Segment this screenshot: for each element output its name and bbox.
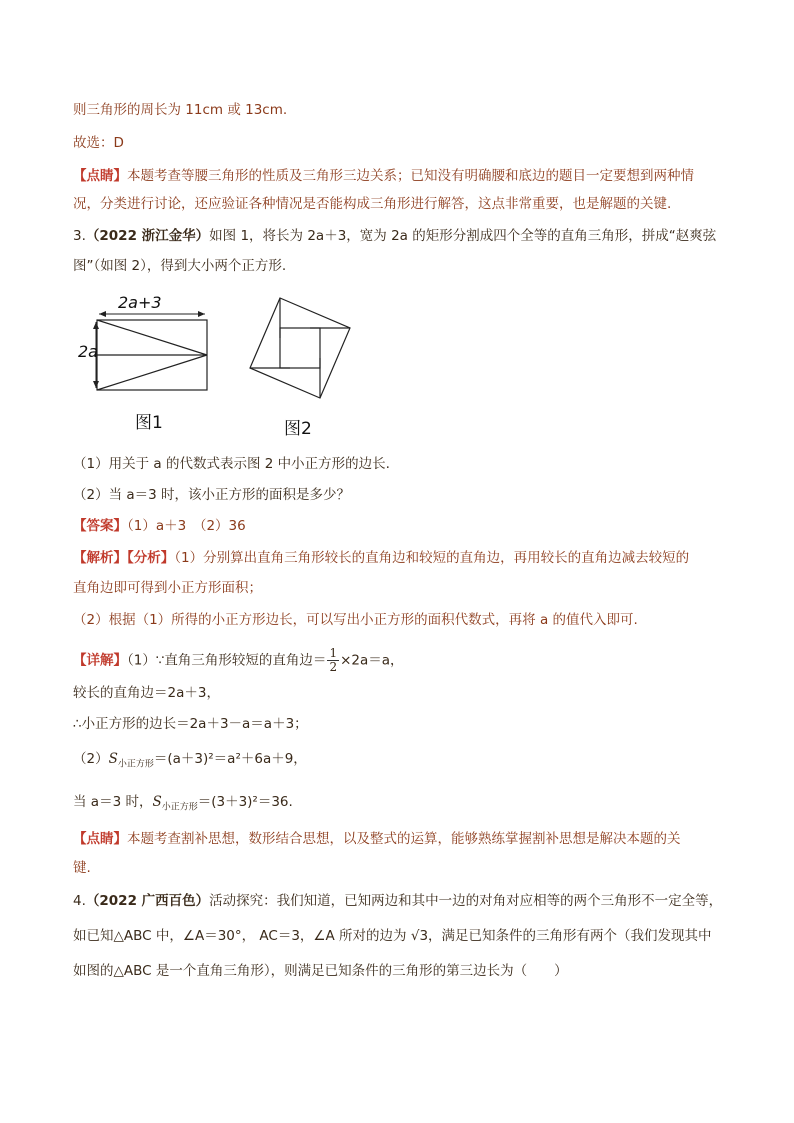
detail-line-4 <box>73 749 734 775</box>
problem-3-line-1 <box>73 226 734 246</box>
problem-3-source: （2022 浙江金华） <box>85 228 210 244</box>
text-line-note-2: 况，分类进行讨论，还应验证各种情况是否能构成三角形进行解答，这点非常重要，也是解题的关键. <box>73 196 672 212</box>
problem-3-number: 3. <box>73 228 86 244</box>
fig1-width-arrowhead-right <box>198 311 205 317</box>
detail-text-1-pre: （1）∵直角三角形较短的直角边＝ <box>127 652 327 669</box>
detail-text-1-post: ×2a＝a， <box>340 652 404 669</box>
question-1: （1）用关于 a 的代数式表示图 2 中小正方形的边长. <box>73 456 390 472</box>
detail-line-2: 较长的直角边＝2a＋3， <box>73 685 220 701</box>
fig1-width-label: 2a+3 <box>118 293 162 312</box>
problem-3-line-2: 图”（如图 2），得到大小两个正方形. <box>73 258 287 274</box>
problem-4-line-3: 如图的△ABC 是一个直角三角形），则满足已知条件的三角形的第三边长为（ ） <box>73 963 568 979</box>
problem-3-figures <box>80 290 380 440</box>
analysis-tag: 【解析】【分析】 <box>73 550 175 566</box>
fig2-outer-square <box>250 298 350 398</box>
problem-4-source: （2022 广西百色） <box>85 893 210 909</box>
answer-text: （1）a＋3 （2）36 <box>127 518 246 534</box>
detail-line-3: ∴小正方形的边长＝2a＋3－a＝a＋3； <box>73 716 308 732</box>
problem-4-number: 4. <box>73 893 86 909</box>
fig1-height-arrowhead-bottom <box>93 381 99 388</box>
fig1-height-label: 2a <box>78 342 98 361</box>
detail-text-4-post: ＝(a＋3)²＝a²＋6a＋9， <box>153 751 307 767</box>
detail-text-4-pre: （2） <box>73 751 109 767</box>
problem-4-line-1 <box>73 891 734 911</box>
fig2-caption: 图2 <box>284 419 312 439</box>
analysis-text-1: （1）分别算出直角三角形较长的直角边和较短的直角边，再用较长的直角边减去较短的 <box>174 550 690 566</box>
answer-tag: 【答案】 <box>73 518 127 534</box>
detail-line-1 <box>73 647 734 674</box>
area-symbol: S <box>108 751 118 767</box>
detail-tag: 【详解】 <box>73 652 127 669</box>
note-text-1: 本题考查等腰三角形的性质及三角形三边关系；已知没有明确腰和底边的题目一定要想到两种情 <box>127 168 694 184</box>
text-line-note-1 <box>73 166 734 186</box>
detail-line-5 <box>73 792 734 818</box>
fig1-diagonal-top <box>97 320 207 355</box>
fraction-numerator: 1 <box>329 646 338 660</box>
fig1-width-arrowhead-left <box>99 311 106 317</box>
area-subscript: 小正方形 <box>117 759 154 770</box>
question-2: （2）当 a＝3 时，该小正方形的面积是多少？ <box>73 487 351 503</box>
area-subscript-2: 小正方形 <box>161 802 198 813</box>
fraction-one-half <box>327 647 339 674</box>
fig1-height-arrowhead-top <box>93 322 99 329</box>
area-symbol-2: S <box>152 794 162 810</box>
text-line-perimeter: 则三角形的周长为 11cm 或 13cm. <box>73 102 288 118</box>
note2-line-1 <box>73 829 734 849</box>
analysis-line-1 <box>73 548 734 568</box>
note-tag: 【点睛】 <box>73 168 127 184</box>
fig2-inner-square <box>280 328 320 368</box>
fig1-diagonal-bottom <box>97 355 207 390</box>
detail-text-5-post: ＝(3＋3)²＝36. <box>197 794 293 810</box>
text-line-answer-choice: 故选：D <box>73 135 124 151</box>
note2-tag: 【点睛】 <box>73 831 127 847</box>
analysis-line-3: （2）根据（1）所得的小正方形边长，可以写出小正方形的面积代数式，再将 a 的值代入即可. <box>73 612 638 628</box>
note2-line-2: 键. <box>73 860 91 876</box>
fig1-caption: 图1 <box>135 413 163 433</box>
fraction-denominator: 2 <box>329 660 338 674</box>
problem-3-text-1: 如图 1，将长为 2a＋3，宽为 2a 的矩形分割成四个全等的直角三角形，拼成“赵爽弦 <box>209 228 717 244</box>
analysis-line-2: 直角边即可得到小正方形面积； <box>73 580 262 596</box>
detail-text-5-pre: 当 a＝3 时， <box>73 794 153 810</box>
problem-4-line-2: 如已知△ABC 中，∠A＝30°， AC＝3，∠A 所对的边为 √3，满足已知条件的三角形有两个（我们发现其中 <box>73 928 712 944</box>
problem-4-text-1: 活动探究：我们知道，已知两边和其中一边的对角对应相等的两个三角形不一定全等， <box>209 893 723 909</box>
note2-text-1: 本题考查割补思想，数形结合思想，以及整式的运算，能够熟练掌握割补思想是解决本题的关 <box>127 831 681 847</box>
figure-svg <box>80 290 380 440</box>
answer-line <box>73 516 734 536</box>
